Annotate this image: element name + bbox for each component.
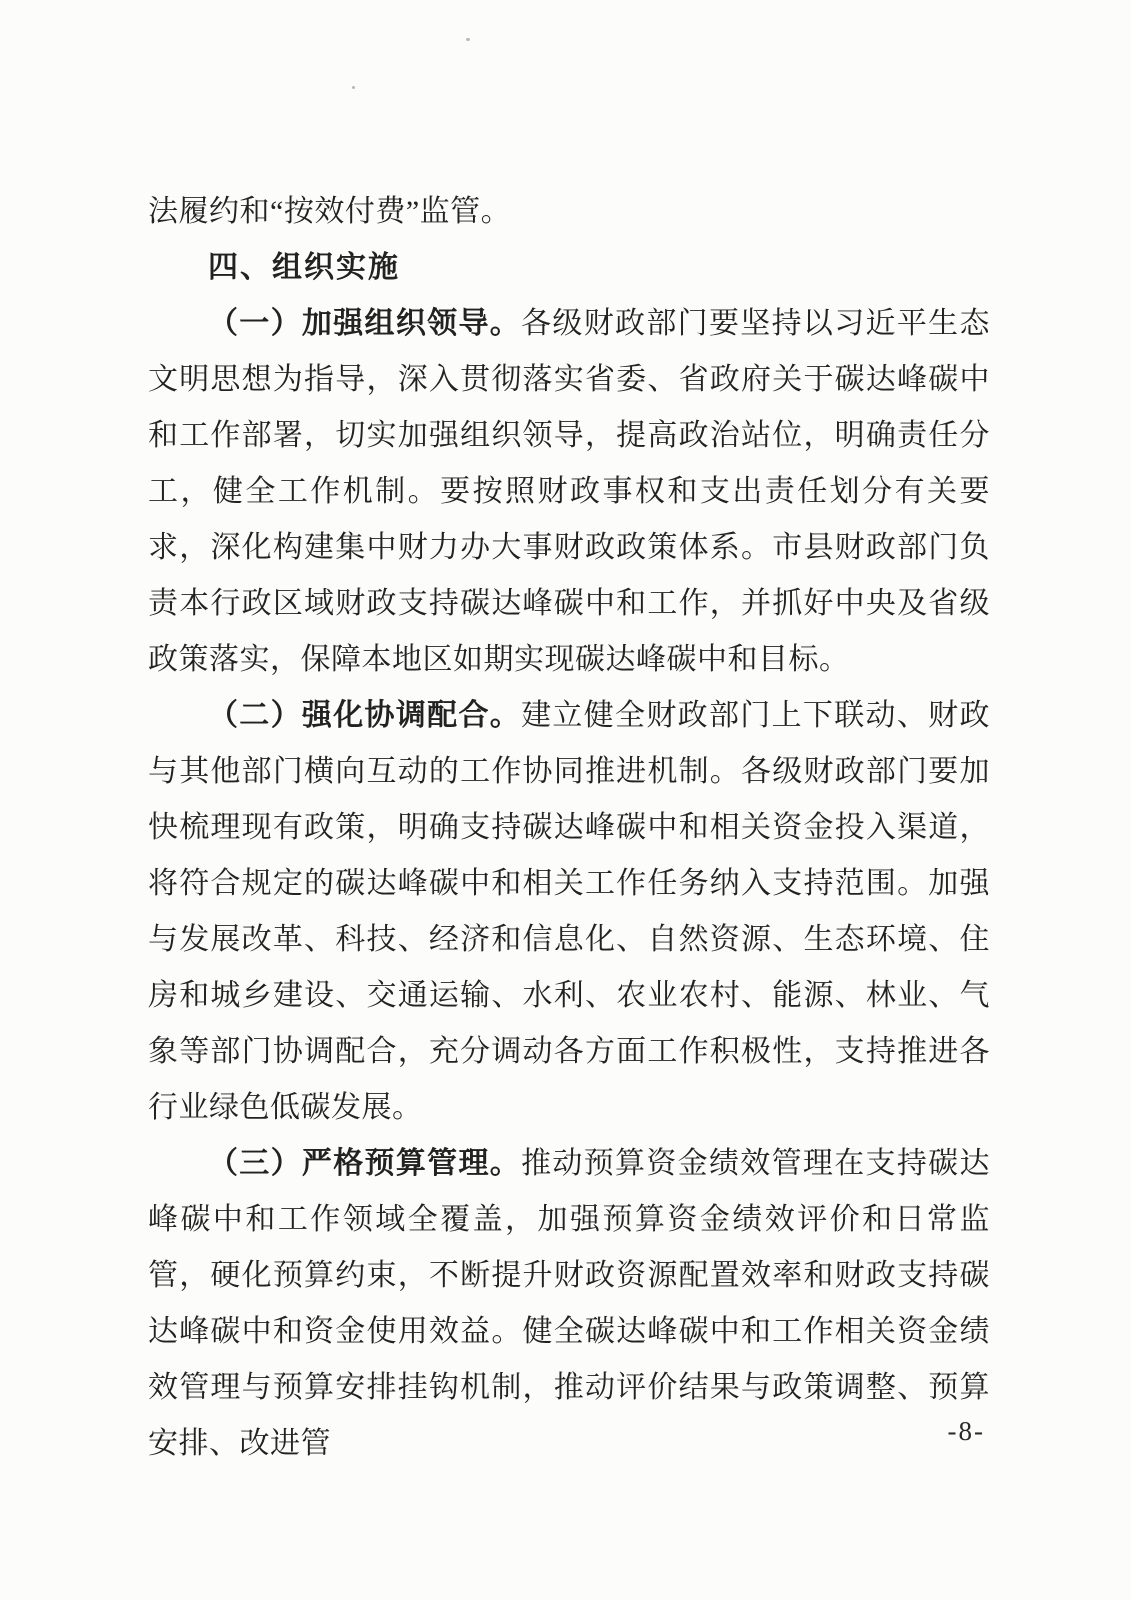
- paragraph-body: 各级财政部门要坚持以习近平生态文明思想为指导，深入贯彻落实省委、省政府关于碳达峰碳中和工作部署，切实加强组织领导，提高政治站位，明确责任分工，健全工作机制。要按照财政事权和支出责任划分有关要求，深化构建集中财力办大事财政政策体系。市县财政部门负责本行政区域财政支持碳达峰碳中和工作，并抓好中央及省级政策落实，保障本地区如期实现碳达峰碳中和目标。: [148, 307, 990, 676]
- paragraph-body: 建立健全财政部门上下联动、财政与其他部门横向互动的工作协同推进机制。各级财政部门要加快梳理现有政策，明确支持碳达峰碳中和相关资金投入渠道，将符合规定的碳达峰碳中和相关工作任务纳入支持范围。加强与发展改革、科技、经济和信息化、自然资源、生态环境、住房和城乡建设、交通运输、水利、农业农村、能源、林业、气象等部门协调配合，充分调动各方面工作积极性，支持推进各行业绿色低碳发展。: [148, 699, 990, 1124]
- paragraph-body: 推动预算资金绩效管理在支持碳达峰碳中和工作领域全覆盖，加强预算资金绩效评价和日常监管，硬化预算约束，不断提升财政资源配置效率和财政支持碳达峰碳中和资金使用效益。健全碳达峰碳中和工作相关资金绩效管理与预算安排挂钩机制，推动评价结果与政策调整、预算安排、改进管: [148, 1147, 990, 1460]
- paragraph: [148, 296, 990, 688]
- scan-speck: [466, 38, 470, 41]
- paragraph: [148, 688, 990, 1136]
- paragraph-lead: （三）严格预算管理。: [208, 1147, 522, 1180]
- paragraph-lead: （二）强化协调配合。: [208, 699, 522, 732]
- document-page: [148, 184, 990, 1472]
- page-number: -8-: [947, 1416, 985, 1446]
- scan-speck: [352, 86, 355, 89]
- paragraph-continuation: 法履约和“按效付费”监管。: [148, 195, 512, 228]
- paragraph: [148, 1136, 990, 1472]
- section-heading: 四、组织实施: [208, 251, 400, 284]
- paragraph-lead: （一）加强组织领导。: [208, 307, 522, 340]
